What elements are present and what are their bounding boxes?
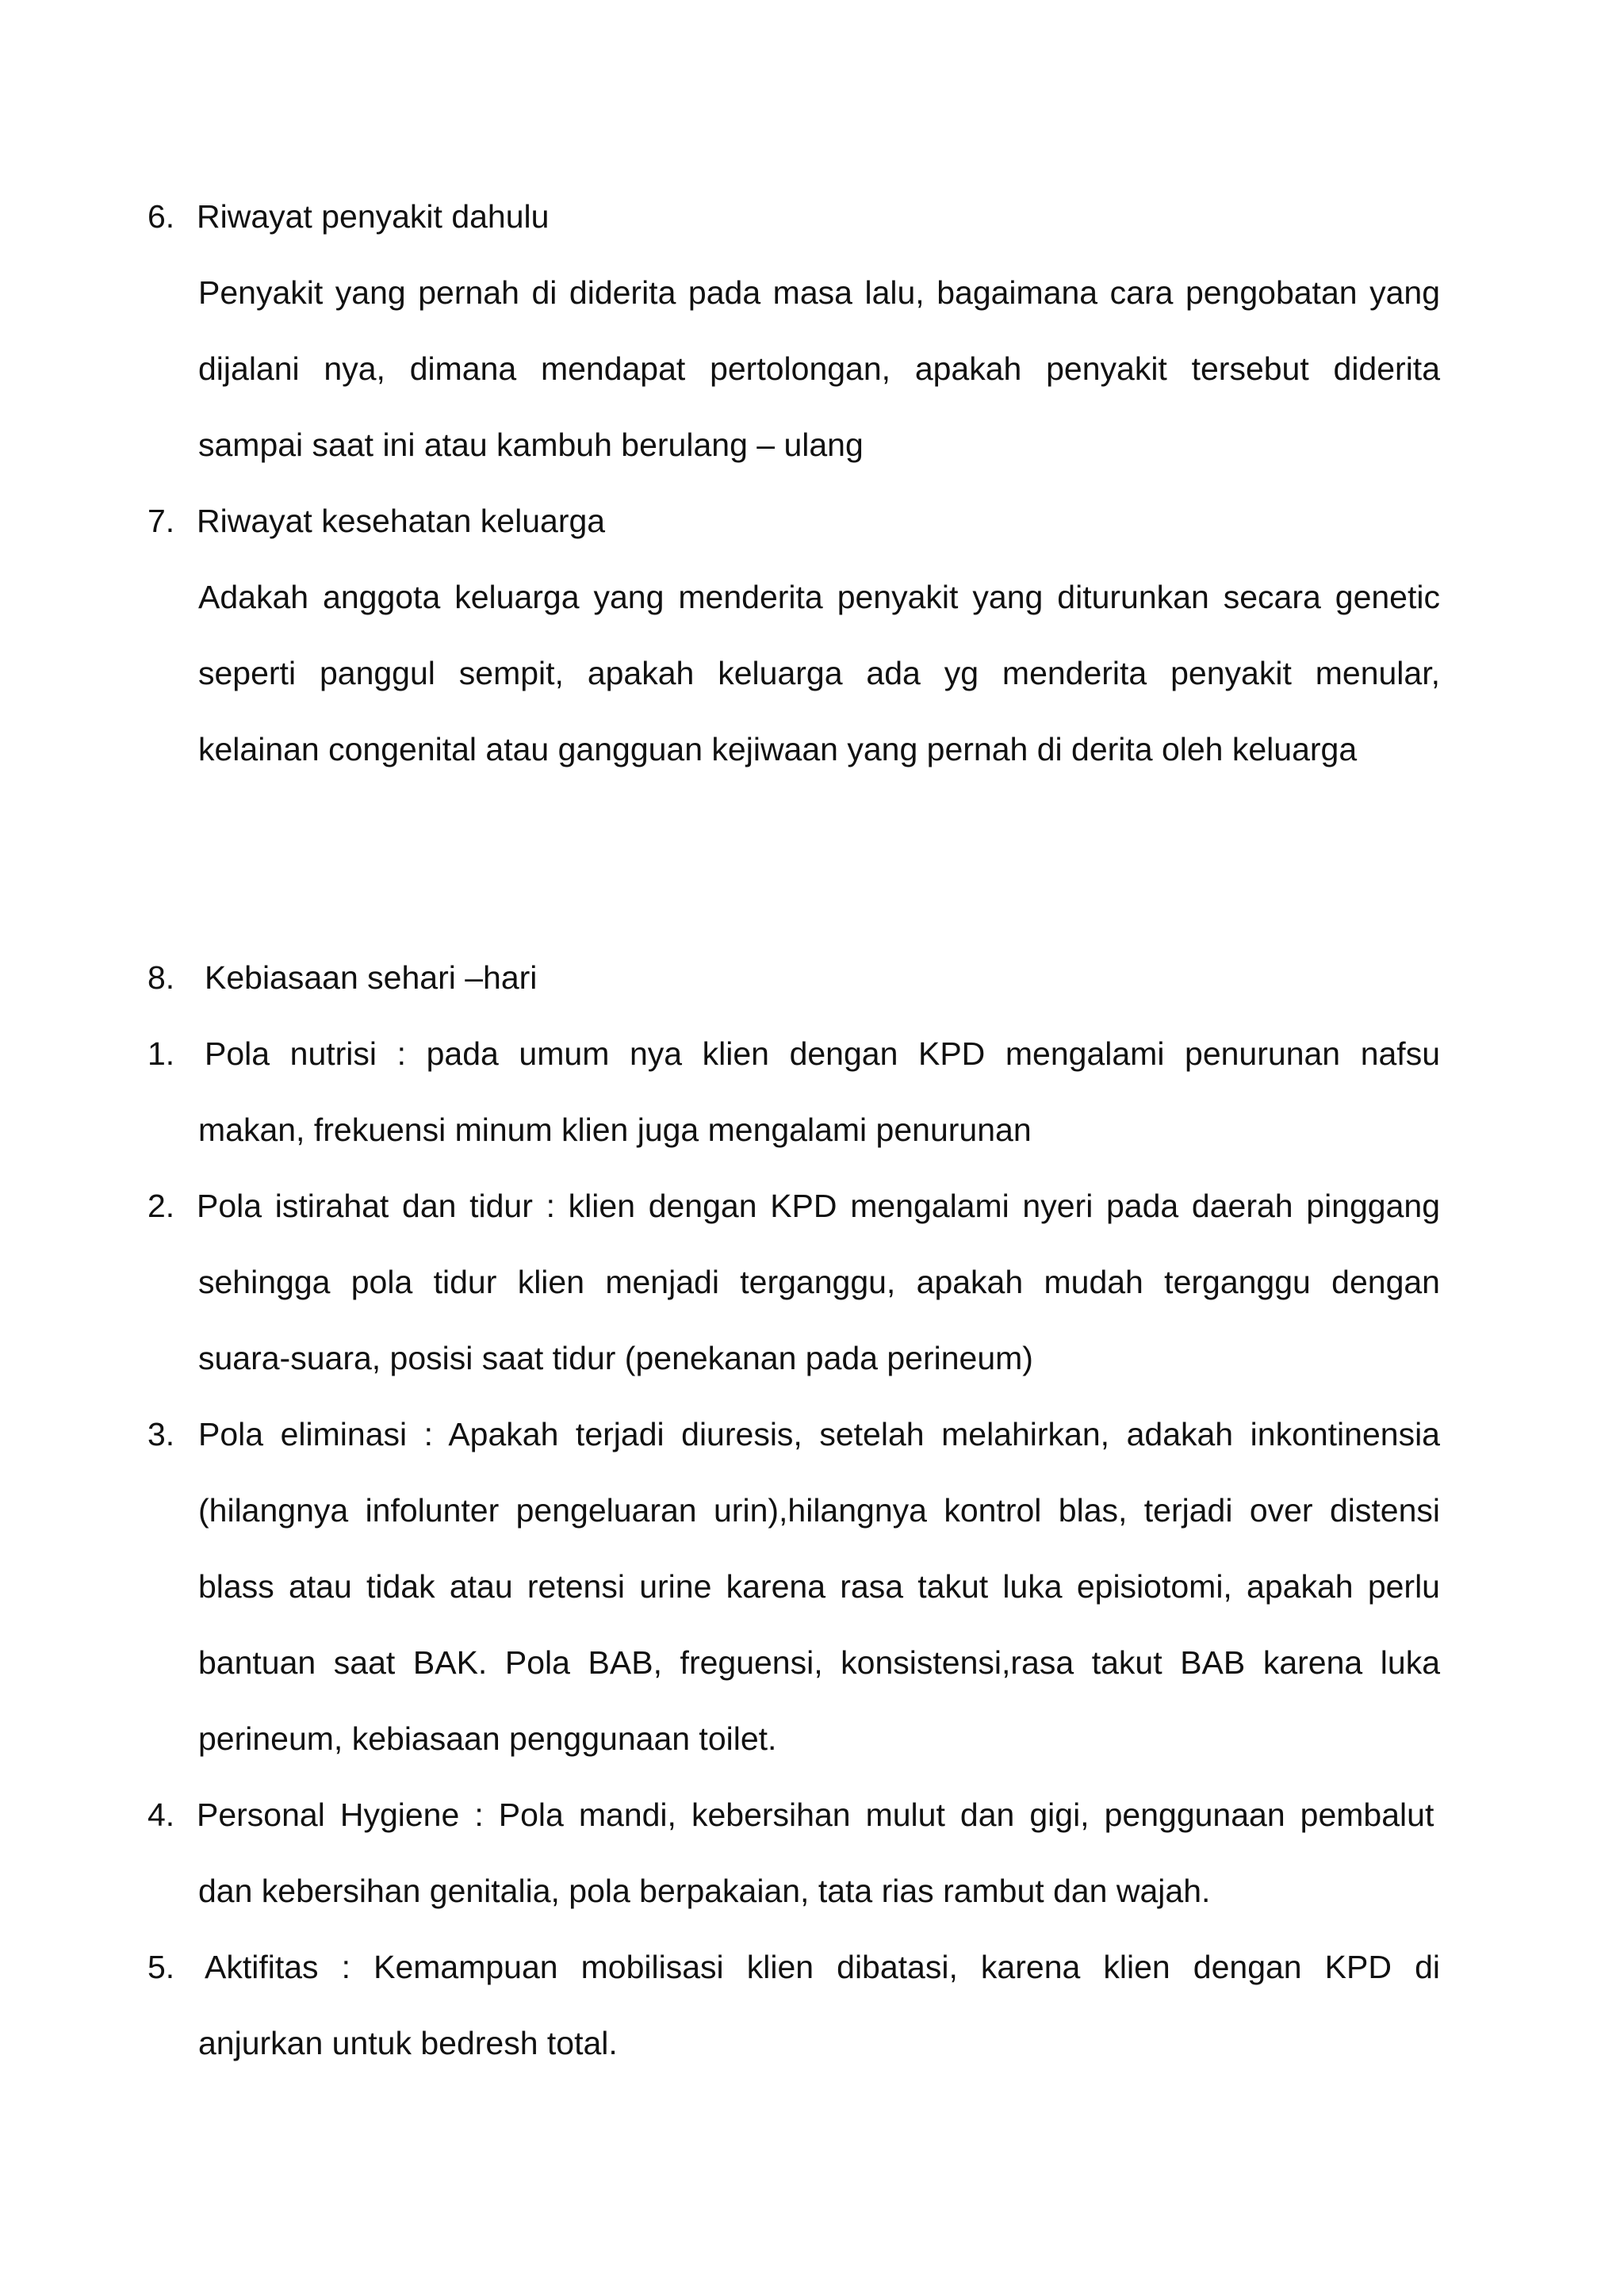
subitem-line: Aktifitas : Kemampuan mobilisasi klien dibatasi, karena klien dengan KPD di: [205, 1949, 1440, 1985]
subitem-number: 3.: [147, 1416, 175, 1452]
item-number: 8.: [147, 959, 175, 996]
subitem-line: anjurkan untuk bedresh total.: [198, 2025, 618, 2061]
item-heading: Kebiasaan sehari –hari: [205, 959, 538, 996]
subitem-line: suara-suara, posisi saat tidur (penekanan pada perineum): [198, 1340, 1033, 1376]
subitem-line: perineum, kebiasaan penggunaan toilet.: [198, 1720, 777, 1757]
subitem-line: makan, frekuensi minum klien juga mengalami penurunan: [198, 1112, 1032, 1148]
subitem-line: dan kebersihan genitalia, pola berpakaian, tata rias rambut dan wajah.: [198, 1873, 1211, 1909]
paragraph-line: sampai saat ini atau kambuh berulang – ulang: [198, 427, 864, 463]
subitem-number: 1.: [147, 1035, 175, 1072]
paragraph-line: kelainan congenital atau gangguan kejiwaan yang pernah di derita oleh keluarga: [198, 731, 1358, 767]
subitem-line: Pola nutrisi : pada umum nya klien dengan KPD mengalami penurunan nafsu: [205, 1035, 1440, 1072]
subitem-line: (hilangnya infolunter pengeluaran urin),hilangnya kontrol blas, terjadi over distensi: [198, 1492, 1440, 1529]
item-heading: Riwayat penyakit dahulu: [197, 198, 550, 235]
subitem-line: Pola eliminasi : Apakah terjadi diuresis, setelah melahirkan, adakah inkontinensia: [198, 1416, 1440, 1452]
paragraph-line: Penyakit yang pernah di diderita pada masa lalu, bagaimana cara pengobatan yang: [198, 274, 1440, 311]
paragraph-line: seperti panggul sempit, apakah keluarga ada yg menderita penyakit menular,: [198, 655, 1440, 691]
item-number: 7.: [147, 503, 175, 539]
item-heading: Riwayat kesehatan keluarga: [197, 503, 606, 539]
subitem-number: 4.: [147, 1797, 175, 1833]
item-number: 6.: [147, 198, 175, 235]
paragraph-line: dijalani nya, dimana mendapat pertolongan, apakah penyakit tersebut diderita: [198, 350, 1440, 387]
subitem-line: bantuan saat BAK. Pola BAB, freguensi, konsistensi,rasa takut BAB karena luka: [198, 1644, 1440, 1681]
paragraph-line: Adakah anggota keluarga yang menderita penyakit yang diturunkan secara genetic: [198, 579, 1440, 615]
subitem-number: 5.: [147, 1949, 175, 1985]
subitem-line: Personal Hygiene : Pola mandi, kebersihan mulut dan gigi, penggunaan pembalut: [197, 1797, 1434, 1833]
subitem-number: 2.: [147, 1188, 175, 1224]
subitem-line: blass atau tidak atau retensi urine karena rasa takut luka episiotomi, apakah perlu: [198, 1568, 1440, 1605]
subitem-line: Pola istirahat dan tidur : klien dengan KPD mengalami nyeri pada daerah pinggang: [197, 1188, 1440, 1224]
subitem-line: sehingga pola tidur klien menjadi terganggu, apakah mudah terganggu dengan: [198, 1264, 1440, 1300]
